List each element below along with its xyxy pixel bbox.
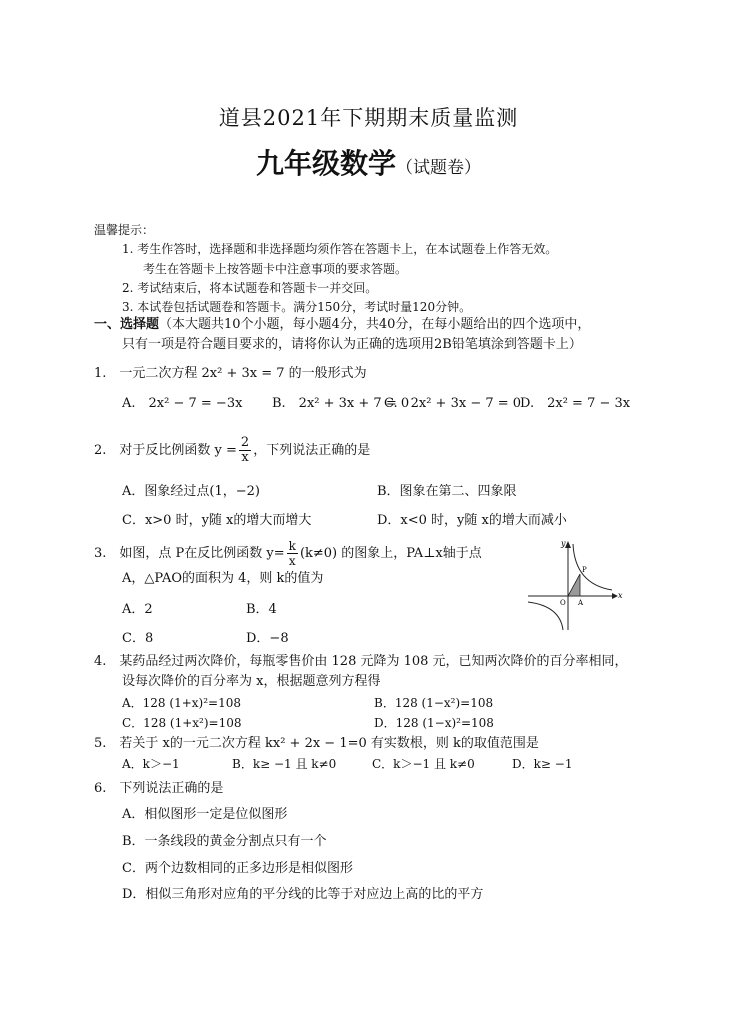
q1-option-a: A. 2x² − 7 = −3x xyxy=(122,396,243,411)
q2-option-d: D．x<0 时，y随 x的增大而减小 xyxy=(377,513,567,528)
q3-graph-curve-q3 xyxy=(528,602,563,630)
q6-stem: 6. 下列说法正确的是 xyxy=(94,781,224,796)
q3-graph-label-p: P xyxy=(582,566,587,574)
q5-stem: 5. 若关于 x的一元二次方程 kx² + 2x − 1=0 有实数根，则 k的取值范围是 xyxy=(94,736,539,751)
subject-subtitle: （试题卷） xyxy=(396,158,481,178)
q1-option-c: C. 2x² + 3x − 7 = 0 xyxy=(384,396,522,411)
q4-option-b: B．128 (1−x²)=108 xyxy=(374,696,494,710)
q5-option-c: C．k＞−1 且 k≠0 xyxy=(372,757,475,771)
q3-stem-pre: 3. 如图，点 P在反比例函数 y= xyxy=(94,546,285,561)
q3-fraction-num: k xyxy=(288,539,296,553)
tip-2: 2. 考试结束后，将本试题卷和答题卡一并交回。 xyxy=(122,281,378,295)
q3-graph-label-y: y xyxy=(561,539,566,548)
q5-option-a: A．k＞−1 xyxy=(122,757,180,771)
q1-option-b: B. 2x² + 3x + 7 = 0 xyxy=(272,396,410,411)
q1-option-d: D. 2x² = 7 − 3x xyxy=(520,396,631,411)
q3-graph-triangle-pao xyxy=(568,574,580,596)
q3-graph-label-o: O xyxy=(560,599,566,607)
tip-1-cont: 考生在答题卡上按答题卡中注意事项的要求答题。 xyxy=(143,262,408,276)
q3-fraction xyxy=(287,539,298,568)
q3-option-a: A．2 xyxy=(122,602,153,617)
q4-option-d: D．128 (1−x)²=108 xyxy=(374,716,494,730)
q2-stem-pre: 2. 对于反比例函数 y = xyxy=(94,443,237,458)
q3-stem xyxy=(94,539,482,568)
q2-fraction xyxy=(239,436,251,465)
q2-option-a: A．图象经过点(1，−2) xyxy=(122,484,260,499)
q3-graph xyxy=(524,536,624,632)
subject-title xyxy=(0,142,737,182)
section-1-title: 一、选择题 xyxy=(94,317,160,332)
q3-graph-y-arrow xyxy=(565,541,571,548)
section-1-heading xyxy=(94,317,590,333)
q2-fraction-num: 2 xyxy=(240,435,250,450)
section-1-desc-2: 只有一项是符合题目要求的，请将你认为正确的选项用2B铅笔填涂到答题卡上） xyxy=(122,337,582,352)
q4-stem-1: 4. 某药品经过两次降价，每瓶零售价由 128 元降为 108 元，已知两次降价的百分率相同， xyxy=(94,654,628,669)
q2-option-c: C．x>0 时，y随 x的增大而增大 xyxy=(122,513,312,528)
q2-stem xyxy=(94,436,370,465)
tip-1: 1. 考生作答时，选择题和非选择题均须作答在答题卡上，在本试题卷上作答无效。 xyxy=(122,242,558,256)
q6-option-b: B．一条线段的黄金分割点只有一个 xyxy=(122,834,327,849)
q3-graph-label-a: A xyxy=(578,599,584,607)
subject-name: 九年级数学 xyxy=(255,147,396,180)
q2-fraction-den: x xyxy=(241,450,249,465)
exam-title: 道县2021年下期期末质量监测 xyxy=(218,106,519,130)
q5-option-d: D．k≥ −1 xyxy=(512,757,573,771)
q3-option-b: B．4 xyxy=(246,602,277,617)
q3-fraction-den: x xyxy=(288,554,296,568)
q4-option-c: C．128 (1+x²)=108 xyxy=(122,716,242,730)
q3-option-c: C．8 xyxy=(122,631,154,646)
q3-stem-post: (k≠0) 的图象上，PA⊥x轴于点 xyxy=(299,546,482,561)
section-1-desc: （本大题共10个小题，每小题4分，共40分，在每小题给出的四个选项中， xyxy=(159,317,591,332)
tips-heading: 温馨提示： xyxy=(94,223,155,237)
q6-option-c: C．两个边数相同的正多边形是相似图形 xyxy=(122,861,353,876)
q6-option-a: A．相似图形一定是位似图形 xyxy=(122,807,288,822)
q4-stem-2: 设每次降价的百分率为 x，根据题意列方程得 xyxy=(122,674,381,689)
q4-option-a: A．128 (1+x)²=108 xyxy=(122,696,241,710)
tip-3: 3. 本试卷包括试题卷和答题卡。满分150分，考试时量120分钟。 xyxy=(122,300,472,314)
q2-option-b: B．图象在第二、四象限 xyxy=(377,484,517,499)
q5-option-b: B．k≥ −1 且 k≠0 xyxy=(232,757,337,771)
q2-stem-post: ，下列说法正确的是 xyxy=(253,443,371,458)
q3-graph-label-x: x xyxy=(618,591,623,600)
q1-stem: 1. 一元二次方程 2x² + 3x = 7 的一般形式为 xyxy=(94,366,367,381)
q3-option-d: D．−8 xyxy=(246,631,289,646)
q3-stem-2: A，△PAO的面积为 4，则 k的值为 xyxy=(122,571,324,586)
q6-option-d: D．相似三角形对应角的平分线的比等于对应边上高的比的平方 xyxy=(122,887,484,902)
